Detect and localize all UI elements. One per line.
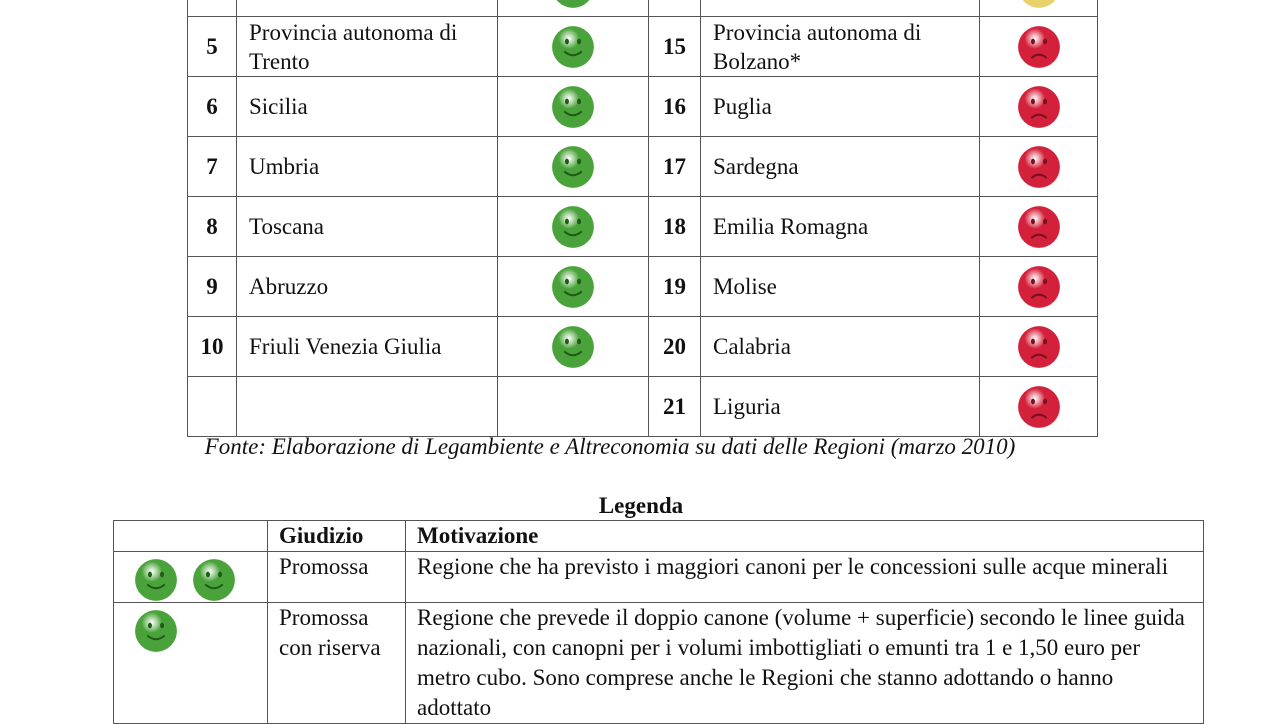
left-region-name: Abruzzo xyxy=(237,257,498,317)
ranking-row xyxy=(188,137,1098,197)
right-rating-cell xyxy=(980,137,1098,197)
smiley-red-icon xyxy=(1017,85,1061,129)
right-region-name: Molise xyxy=(701,257,980,317)
left-rating-cell xyxy=(498,77,649,137)
smiley-yellow-icon xyxy=(1017,0,1061,9)
right-rank-number: 16 xyxy=(649,77,701,137)
left-region-name: Toscana xyxy=(237,197,498,257)
right-region-name: Calabria xyxy=(701,317,980,377)
right-rank-number xyxy=(649,0,701,17)
right-rank-number: 15 xyxy=(649,17,701,77)
smiley-green-icon xyxy=(551,85,595,129)
left-rank-number: 9 xyxy=(188,257,237,317)
smiley-green-icon xyxy=(551,205,595,249)
left-rank-number: 8 xyxy=(188,197,237,257)
left-rank-number xyxy=(188,377,237,437)
smiley-red-icon xyxy=(1017,265,1061,309)
smiley-green-icon xyxy=(551,25,595,69)
right-rating-cell xyxy=(980,317,1098,377)
legend-title: Legenda xyxy=(598,493,684,518)
left-rating-cell xyxy=(498,17,649,77)
legend-header-row xyxy=(114,521,1204,552)
ranking-row xyxy=(188,317,1098,377)
legend-row xyxy=(114,552,1204,603)
smiley-red-icon xyxy=(1017,145,1061,189)
legend-header-motivazione: Motivazione xyxy=(406,521,1204,552)
ranking-row xyxy=(188,17,1098,77)
right-rating-cell xyxy=(980,377,1098,437)
legend-icons-cell xyxy=(114,552,268,603)
right-rating-cell xyxy=(980,257,1098,317)
right-rank-number: 20 xyxy=(649,317,701,377)
right-rating-cell xyxy=(980,197,1098,257)
smiley-red-icon xyxy=(1017,205,1061,249)
left-region-name: Sicilia xyxy=(237,77,498,137)
legend-table xyxy=(113,520,1204,724)
left-region-name: Friuli Venezia Giulia xyxy=(237,317,498,377)
left-rank-number: 6 xyxy=(188,77,237,137)
ranking-row xyxy=(188,257,1098,317)
ranking-row xyxy=(188,377,1098,437)
left-rating-cell xyxy=(498,0,649,17)
right-rating-cell xyxy=(980,0,1098,17)
left-rank-number: 5 xyxy=(188,17,237,77)
legend-icons-cell xyxy=(114,603,268,724)
smiley-green-icon xyxy=(551,0,595,9)
smiley-green-icon xyxy=(551,265,595,309)
right-rating-cell xyxy=(980,77,1098,137)
right-rank-number: 18 xyxy=(649,197,701,257)
right-region-name: Provincia autonoma di Bolzano* xyxy=(701,17,980,77)
ranking-row xyxy=(188,197,1098,257)
smiley-red-icon xyxy=(1017,325,1061,369)
legend-motivazione: Regione che prevede il doppio canone (volume + superficie) secondo le linee guida nazionali, con canopni per i volumi imbottigliati o emunti tra 1 e 1,50 euro per metro cubo. Sono comprese anche le Regioni che stanno adottando o hanno adottato xyxy=(406,603,1204,724)
right-region-name xyxy=(701,0,980,17)
smiley-red-icon xyxy=(1017,25,1061,69)
right-rank-number: 21 xyxy=(649,377,701,437)
left-rank-number xyxy=(188,0,237,17)
left-region-name: Provincia autonoma di Trento xyxy=(237,17,498,77)
smiley-green-icon xyxy=(192,558,236,602)
left-rating-cell xyxy=(498,377,649,437)
legend-motivazione: Regione che ha previsto i maggiori canoni per le concessioni sulle acque minerali xyxy=(406,552,1204,603)
smiley-red-icon xyxy=(1017,385,1061,429)
right-region-name: Sardegna xyxy=(701,137,980,197)
left-rating-cell xyxy=(498,257,649,317)
right-rank-number: 19 xyxy=(649,257,701,317)
ranking-row xyxy=(188,77,1098,137)
left-rating-cell xyxy=(498,137,649,197)
left-rank-number: 7 xyxy=(188,137,237,197)
right-region-name: Puglia xyxy=(701,77,980,137)
right-region-name: Liguria xyxy=(701,377,980,437)
ranking-row xyxy=(188,0,1098,17)
legend-header-blank xyxy=(114,521,268,552)
left-rank-number: 10 xyxy=(188,317,237,377)
smiley-green-icon xyxy=(551,145,595,189)
left-region-name xyxy=(237,377,498,437)
legend-header-giudizio: Giudizio xyxy=(268,521,406,552)
right-rank-number: 17 xyxy=(649,137,701,197)
smiley-green-icon xyxy=(134,609,178,653)
right-rating-cell xyxy=(980,17,1098,77)
table-source-caption: Fonte: Elaborazione di Legambiente e Altreconomia su dati delle Regioni (marzo 2010) xyxy=(204,434,1016,459)
ranking-table xyxy=(187,0,1098,437)
smiley-green-icon xyxy=(551,325,595,369)
left-rating-cell xyxy=(498,197,649,257)
left-region-name xyxy=(237,0,498,17)
smiley-green-icon xyxy=(134,558,178,602)
legend-giudizio: Promossa con riserva xyxy=(268,603,406,724)
legend-giudizio: Promossa xyxy=(268,552,406,603)
right-region-name: Emilia Romagna xyxy=(701,197,980,257)
left-region-name: Umbria xyxy=(237,137,498,197)
left-rating-cell xyxy=(498,317,649,377)
legend-row xyxy=(114,603,1204,724)
